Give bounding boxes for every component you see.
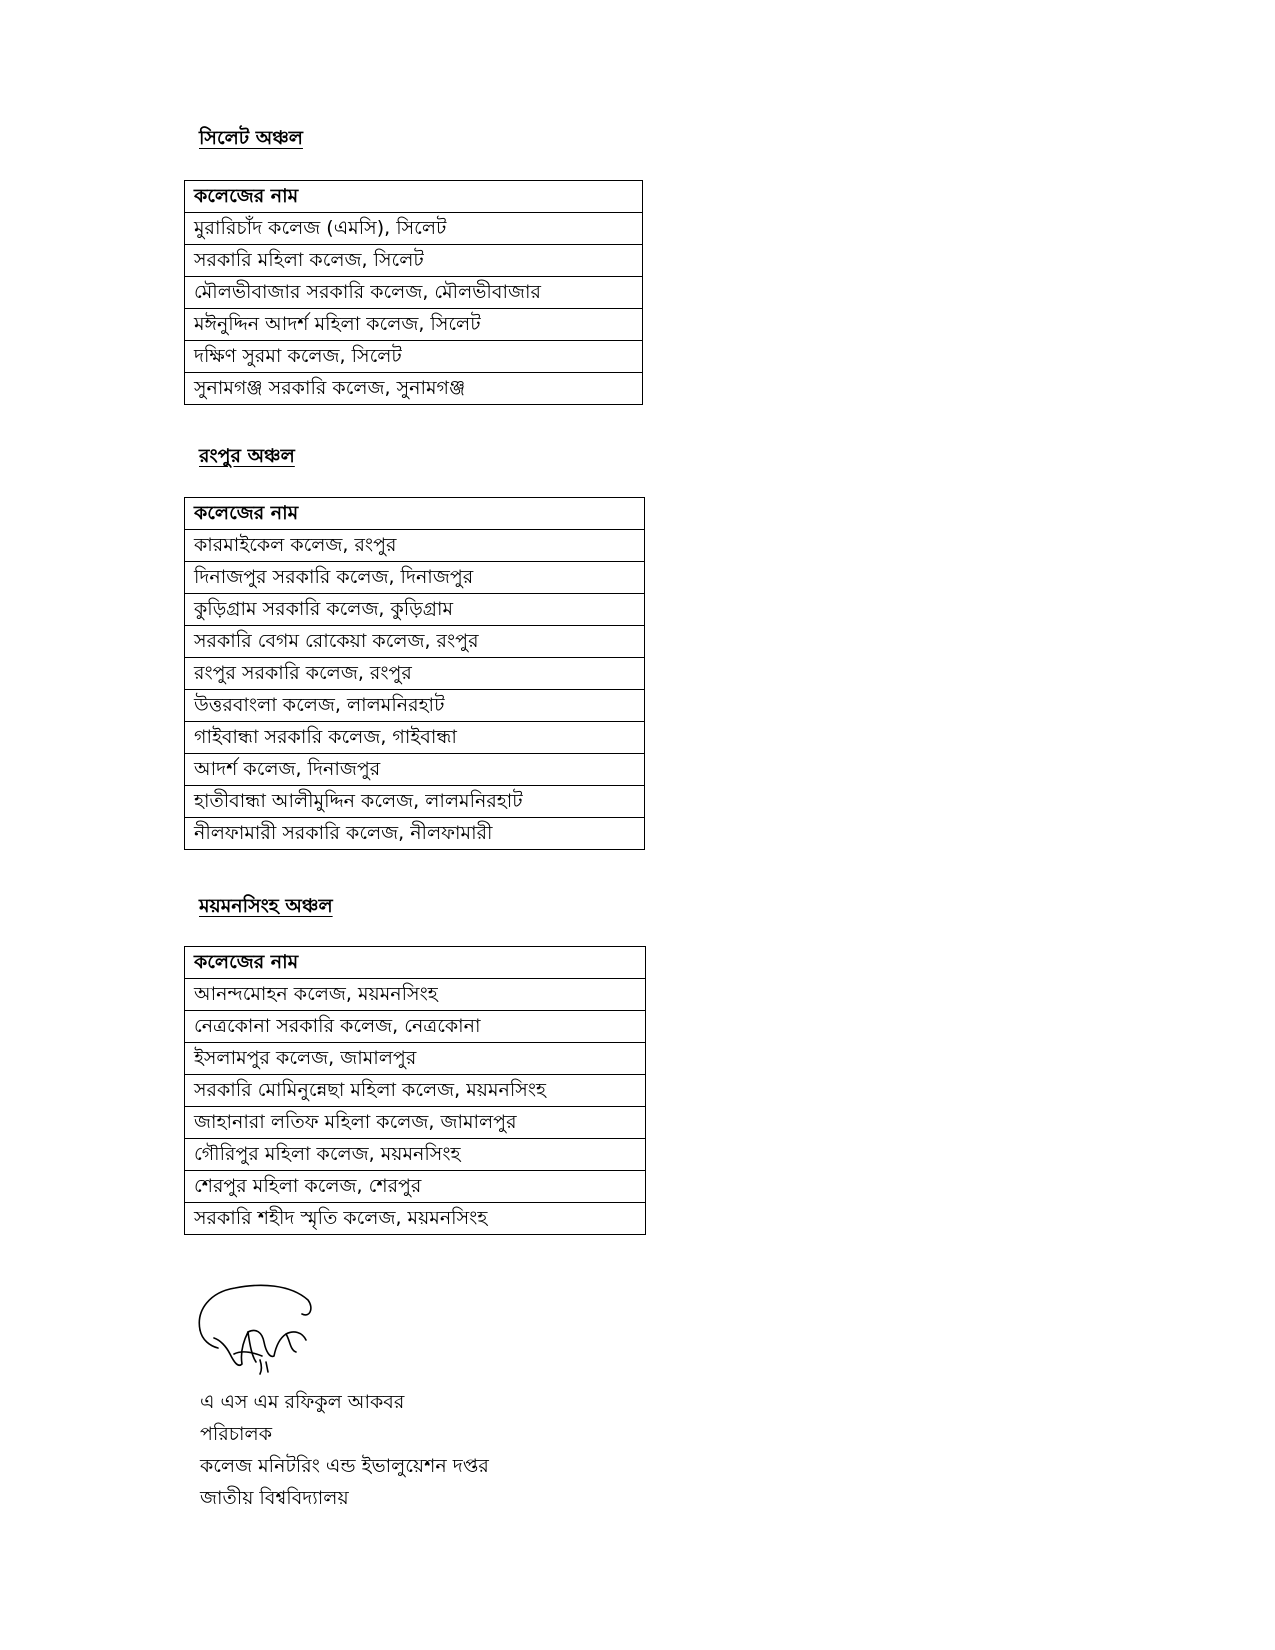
college-table-sylhet <box>184 180 643 405</box>
table-row <box>185 1107 646 1139</box>
table-row <box>185 1171 646 1203</box>
college-name: গাইবান্ধা সরকারি কলেজ, গাইবান্ধা <box>185 722 645 754</box>
college-name: উত্তরবাংলা কলেজ, লালমনিরহাট <box>185 690 645 722</box>
table-row <box>185 1011 646 1043</box>
table-row <box>185 626 645 658</box>
college-name: আদর্শ কলেজ, দিনাজপুর <box>185 754 645 786</box>
table-row <box>185 530 645 562</box>
signatory-block <box>200 1386 489 1514</box>
signatory-name: এ এস এম রফিকুল আকবর <box>200 1391 405 1413</box>
college-name: দিনাজপুর সরকারি কলেজ, দিনাজপুর <box>185 562 645 594</box>
table-row <box>185 1139 646 1171</box>
signatory-institution: জাতীয় বিশ্ববিদ্যালয় <box>200 1487 349 1509</box>
college-name: নেত্রকোনা সরকারি কলেজ, নেত্রকোনা <box>185 1011 646 1043</box>
college-name: নীলফামারী সরকারি কলেজ, নীলফামারী <box>185 818 645 850</box>
table-row <box>185 818 645 850</box>
table-row <box>185 309 643 341</box>
college-name: মৌলভীবাজার সরকারি কলেজ, মৌলভীবাজার <box>185 277 643 309</box>
college-table-rangpur <box>184 497 645 850</box>
table-row <box>185 562 645 594</box>
section-heading-rangpur: রংপুর অঞ্চল <box>199 445 295 467</box>
column-header: কলেজের নাম <box>185 181 643 213</box>
table-row <box>185 786 645 818</box>
signature-image <box>190 1270 320 1380</box>
table-row <box>185 658 645 690</box>
table-row <box>185 754 645 786</box>
college-name: হাতীবান্ধা আলীমুদ্দিন কলেজ, লালমনিরহাট <box>185 786 645 818</box>
college-name: সুনামগঞ্জ সরকারি কলেজ, সুনামগঞ্জ <box>185 373 643 405</box>
table-row <box>185 1203 646 1235</box>
college-name: সরকারি শহীদ স্মৃতি কলেজ, ময়মনসিংহ <box>185 1203 646 1235</box>
college-name: দক্ষিণ সুরমা কলেজ, সিলেট <box>185 341 643 373</box>
table-row <box>185 245 643 277</box>
college-name: শেরপুর মহিলা কলেজ, শেরপুর <box>185 1171 646 1203</box>
signatory-designation: পরিচালক <box>200 1423 272 1445</box>
table-row <box>185 1075 646 1107</box>
college-name: মঈনুদ্দিন আদর্শ মহিলা কলেজ, সিলেট <box>185 309 643 341</box>
table-row <box>185 722 645 754</box>
column-header: কলেজের নাম <box>185 947 646 979</box>
table-row <box>185 213 643 245</box>
table-row <box>185 373 643 405</box>
college-name: কুড়িগ্রাম সরকারি কলেজ, কুড়িগ্রাম <box>185 594 645 626</box>
table-header-row <box>185 181 643 213</box>
table-row <box>185 1043 646 1075</box>
college-name: সরকারি বেগম রোকেয়া কলেজ, রংপুর <box>185 626 645 658</box>
column-header: কলেজের নাম <box>185 498 645 530</box>
college-name: কারমাইকেল কলেজ, রংপুর <box>185 530 645 562</box>
table-row <box>185 690 645 722</box>
college-name: ইসলামপুর কলেজ, জামালপুর <box>185 1043 646 1075</box>
college-name: মুরারিচাঁদ কলেজ (এমসি), সিলেট <box>185 213 643 245</box>
college-table-mymensingh <box>184 946 646 1235</box>
college-name: গৌরিপুর মহিলা কলেজ, ময়মনসিংহ <box>185 1139 646 1171</box>
section-heading-mymensingh: ময়মনসিংহ অঞ্চল <box>199 895 333 917</box>
table-row <box>185 979 646 1011</box>
college-name: রংপুর সরকারি কলেজ, রংপুর <box>185 658 645 690</box>
table-row <box>185 594 645 626</box>
college-name: আনন্দমোহন কলেজ, ময়মনসিংহ <box>185 979 646 1011</box>
section-heading-sylhet: সিলেট অঞ্চল <box>199 127 303 149</box>
college-name: জাহানারা লতিফ মহিলা কলেজ, জামালপুর <box>185 1107 646 1139</box>
table-row <box>185 341 643 373</box>
table-row <box>185 277 643 309</box>
college-name: সরকারি মোমিনুন্নেছা মহিলা কলেজ, ময়মনসিংহ <box>185 1075 646 1107</box>
college-name: সরকারি মহিলা কলেজ, সিলেট <box>185 245 643 277</box>
table-header-row <box>185 947 646 979</box>
signatory-office: কলেজ মনিটরিং এন্ড ইভালুয়েশন দপ্তর <box>200 1455 489 1477</box>
table-header-row <box>185 498 645 530</box>
